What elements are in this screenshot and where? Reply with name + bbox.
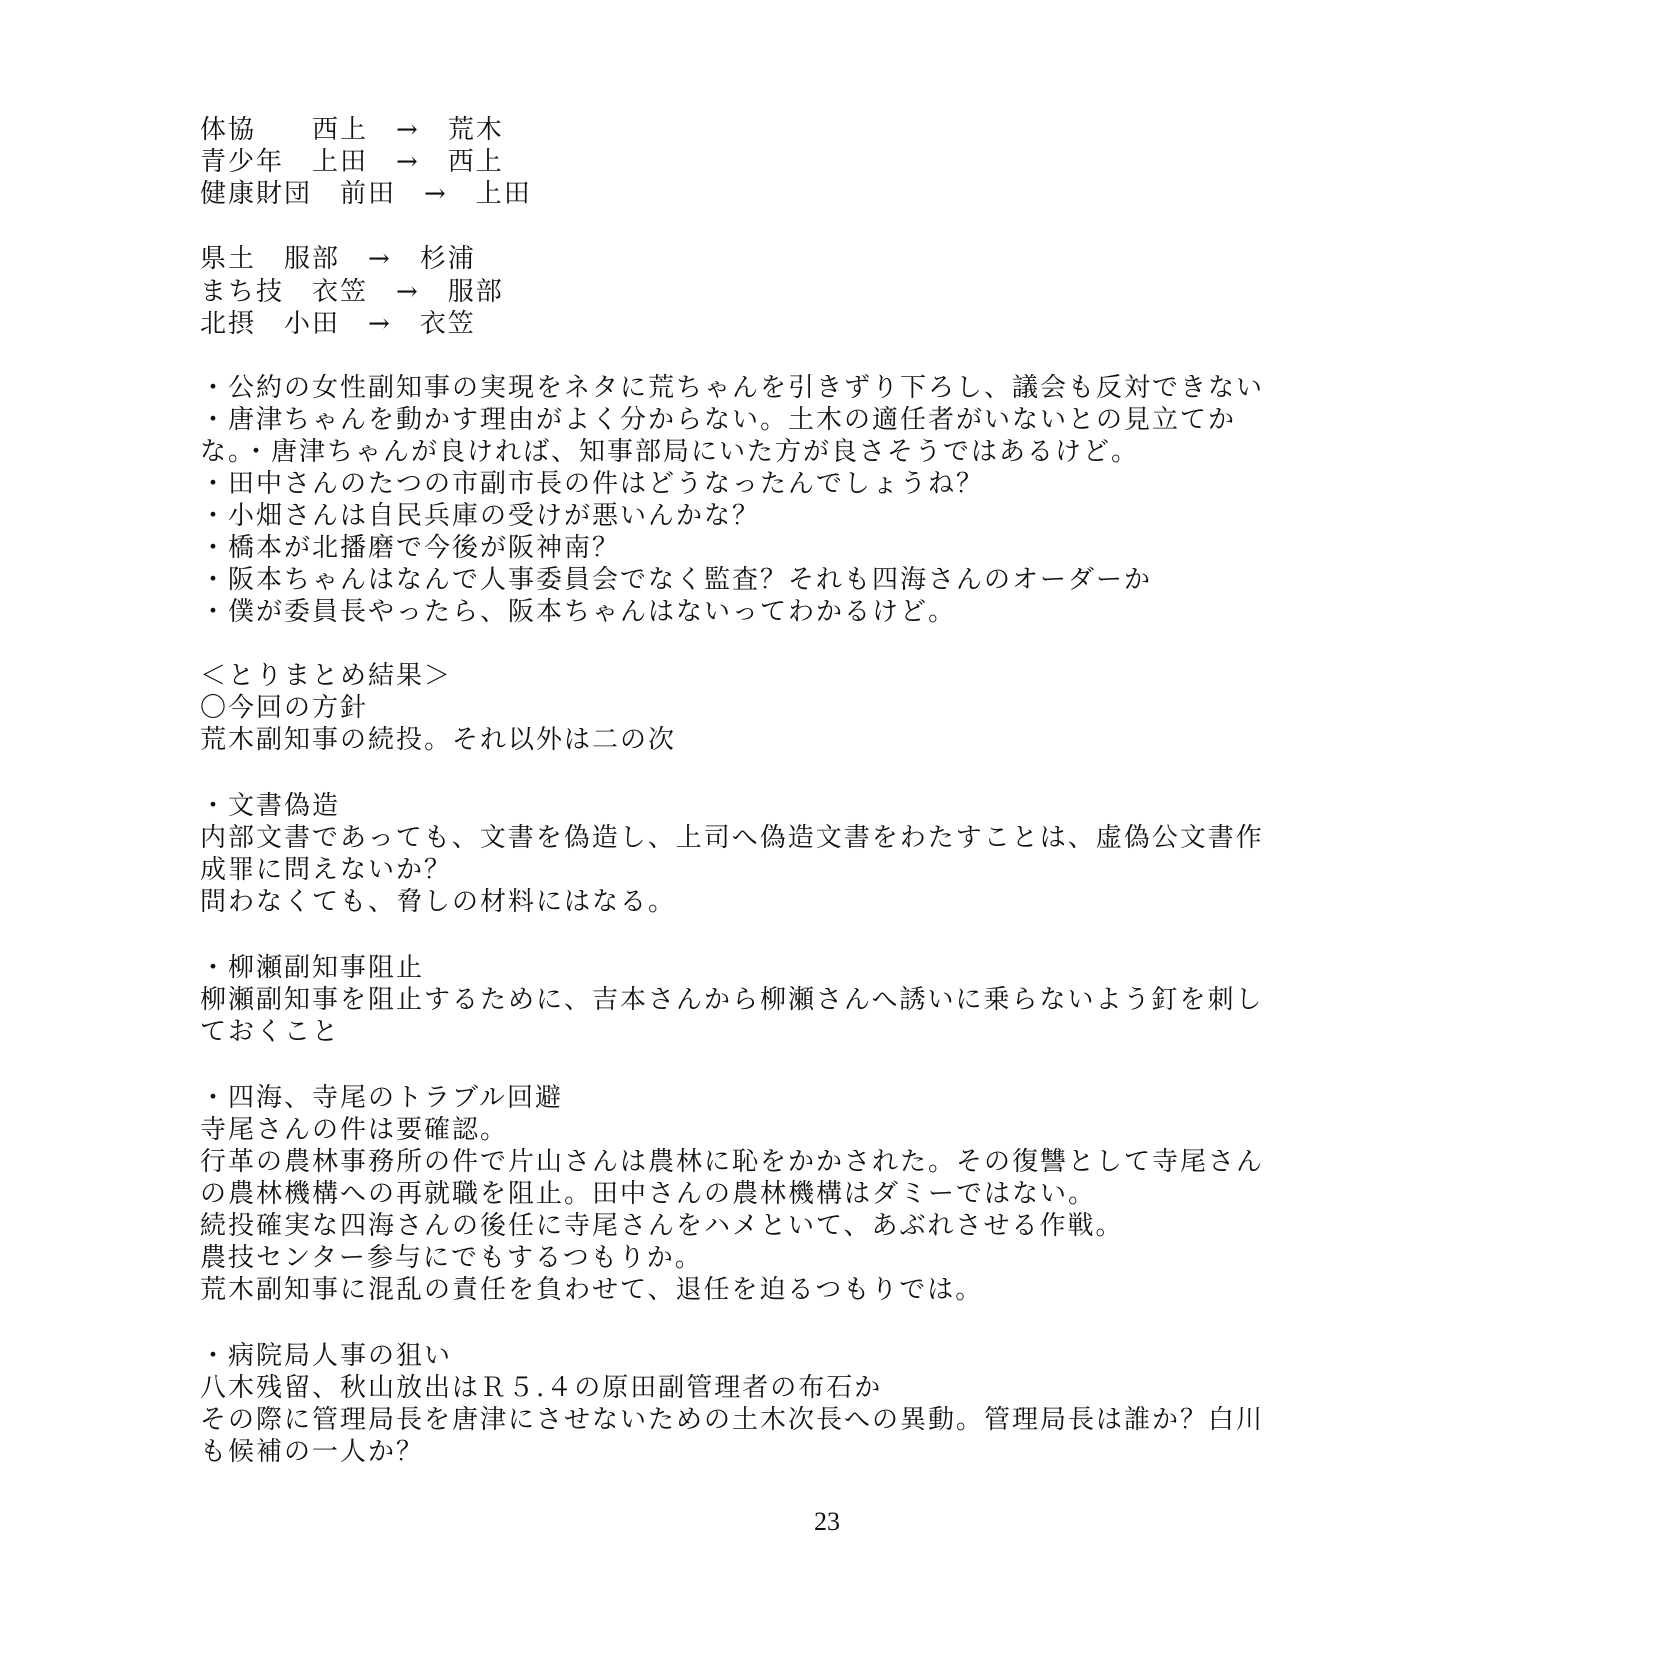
body-line: 八木残留、秋山放出はＲ５.４の原田副管理者の布石か bbox=[200, 1373, 883, 1403]
body-line: 柳瀬副知事を阻止するために、吉本さんから柳瀬さんへ誘いに乗らないよう釘を刺し bbox=[200, 985, 1264, 1015]
comment-line: ・田中さんのたつの市副市長の件はどうなったんでしょうね？ bbox=[200, 469, 985, 499]
personnel-line: 健康財団 前田 → 上田 bbox=[200, 179, 532, 209]
personnel-line: 北摂 小田 → 衣笠 bbox=[200, 309, 476, 339]
topic-heading: ・柳瀬副知事阻止 bbox=[200, 953, 425, 983]
body-line: 農技センター参与にでもするつもりか。 bbox=[200, 1243, 703, 1273]
body-line: その際に管理局長を唐津にさせないための土木次長への異動。管理局長は誰か？白川 bbox=[200, 1405, 1265, 1435]
personnel-line: まち技 衣笠 → 服部 bbox=[200, 277, 504, 307]
body-line: 内部文書であっても、文書を偽造し、上司へ偽造文書をわたすことは、虚偽公文書作 bbox=[200, 823, 1264, 853]
personnel-line: 県土 服部 → 杉浦 bbox=[200, 244, 476, 274]
body-line: も候補の一人か？ bbox=[200, 1437, 425, 1467]
body-line: 行革の農林事務所の件で片山さんは農林に恥をかかされた。その復讐として寺尾さん bbox=[200, 1147, 1265, 1177]
comment-line: ・僕が委員長やったら、阪本ちゃんはないってわかるけど。 bbox=[200, 597, 957, 627]
topic-heading: ・病院局人事の狙い bbox=[200, 1341, 453, 1371]
body-line: ておくこと bbox=[200, 1017, 341, 1047]
section-heading: ＜とりまとめ結果＞ bbox=[200, 661, 453, 691]
personnel-line: 青少年 上田 → 西上 bbox=[200, 147, 504, 177]
comment-line: な。・唐津ちゃんが良ければ、知事部局にいた方が良さそうではあるけど。 bbox=[200, 437, 1140, 467]
comment-line: ・小畑さんは自民兵庫の受けが悪いんかな？ bbox=[200, 501, 761, 531]
comment-line: ・橋本が北播磨で今後が阪神南？ bbox=[200, 533, 621, 563]
body-line: の農林機構への再就職を阻止。田中さんの農林機構はダミーではない。 bbox=[200, 1179, 1097, 1209]
body-line: 成罪に問えないか？ bbox=[200, 855, 453, 885]
body-line: 続投確実な四海さんの後任に寺尾さんをハメといて、あぶれさせる作戦。 bbox=[200, 1211, 1124, 1241]
personnel-line: 体協 西上 → 荒木 bbox=[200, 115, 504, 145]
body-line: 荒木副知事に混乱の責任を負わせて、退任を迫るつもりでは。 bbox=[200, 1275, 984, 1305]
comment-line: ・阪本ちゃんはなんで人事委員会でなく監査？それも四海さんのオーダーか bbox=[200, 565, 1153, 595]
comment-line: ・唐津ちゃんを動かす理由がよく分からない。土木の適任者がいないとの見立てか bbox=[200, 405, 1237, 435]
policy-line: 荒木副知事の続投。それ以外は二の次 bbox=[200, 725, 677, 755]
body-line: 寺尾さんの件は要確認。 bbox=[200, 1115, 509, 1145]
page-number: 23 bbox=[814, 1507, 840, 1536]
body-line: 問わなくても、脅しの材料にはなる。 bbox=[200, 887, 677, 917]
topic-heading: ・四海、寺尾のトラブル回避 bbox=[200, 1083, 563, 1113]
topic-heading: ・文書偽造 bbox=[200, 791, 341, 821]
comment-line: ・公約の女性副知事の実現をネタに荒ちゃんを引きずり下ろし、議会も反対できない bbox=[200, 373, 1265, 403]
policy-heading: 〇今回の方針 bbox=[200, 693, 369, 723]
